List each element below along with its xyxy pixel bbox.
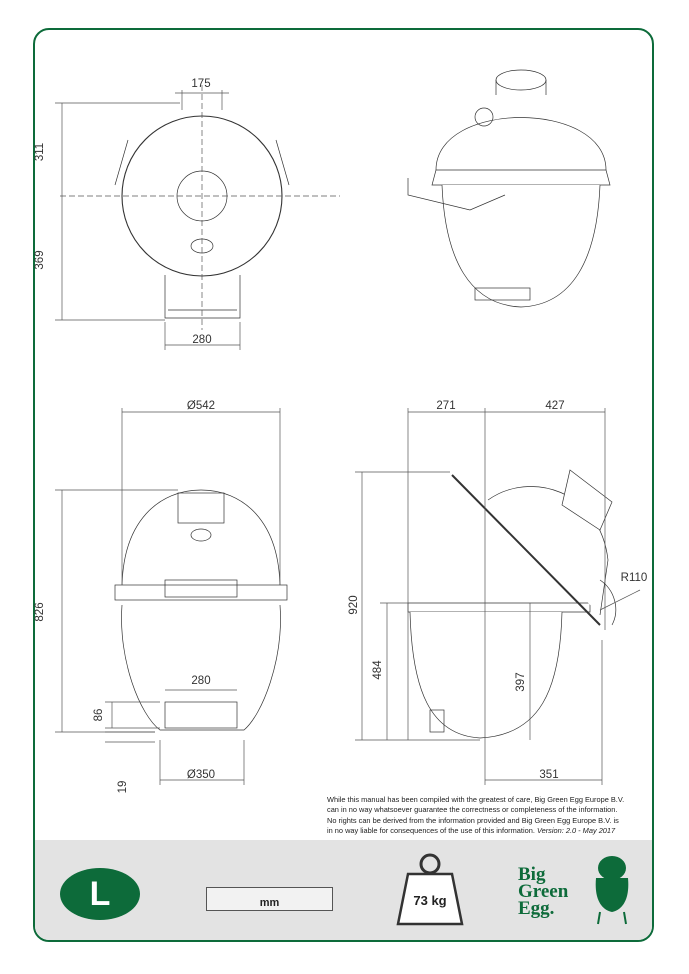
dim-diameter-350: Ø350 — [186, 769, 216, 781]
egg-logo-icon — [596, 856, 629, 924]
dim-920: 920 — [348, 595, 360, 615]
dim-826: 826 — [34, 602, 46, 622]
dim-311: 311 — [34, 142, 46, 162]
ruler-icon — [206, 887, 333, 911]
dim-280-front: 280 — [191, 675, 211, 687]
weight-label: 73 kg — [413, 893, 447, 908]
disclaimer-text: While this manual has been compiled with the greatest of care, Big Green Egg Europe B.V. can in no way whatsoever guarantee the correctness or completeness of the information. No rights can be derived from the information provided and Big Green Egg Europe B.V. is in no way liable for consequences of the use of this information. Version: 2.0 - May 2017 — [327, 795, 625, 836]
dim-diameter-542: Ø542 — [186, 400, 216, 412]
dim-427: 427 — [545, 400, 565, 412]
version-label: Version: 2.0 - May 2017 — [536, 826, 616, 836]
dim-397: 397 — [515, 672, 527, 692]
dim-369: 369 — [34, 250, 46, 270]
dim-280-top: 280 — [192, 334, 212, 346]
weight-icon — [398, 855, 462, 924]
size-badge: L — [60, 868, 140, 920]
dim-484: 484 — [372, 660, 384, 680]
dim-19: 19 — [117, 780, 129, 794]
dim-r110: R110 — [620, 572, 648, 584]
dim-175: 175 — [191, 78, 211, 90]
dim-271: 271 — [436, 400, 456, 412]
dim-86: 86 — [93, 708, 105, 722]
ruler-label: mm — [259, 897, 280, 909]
brand-logo: Big Green Egg. — [518, 864, 569, 919]
dim-351: 351 — [539, 769, 559, 781]
